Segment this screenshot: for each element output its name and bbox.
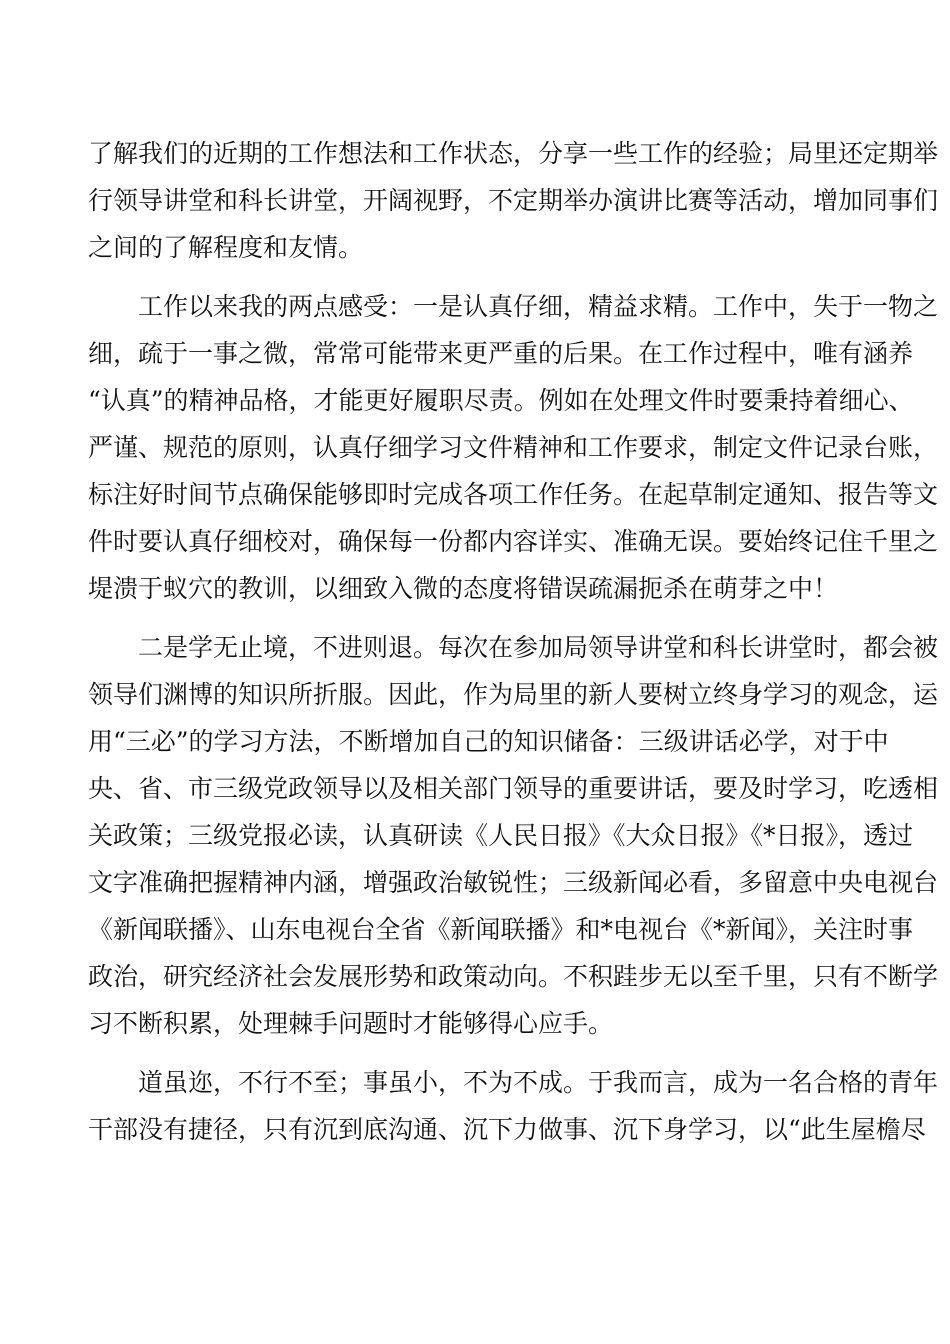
text-line: 二是学无止境，不进则退。每次在参加局领导讲堂和科长讲堂时，都会被 [88,633,939,662]
text-line: 工作以来我的两点感受：一是认真仔细，精益求精。工作中，失于一物之 [88,292,939,321]
text-line: 《新闻联播》、山东电视台全省《新闻联播》和*电视台《*新闻》，关注时事 [88,915,914,944]
text-line: 件时要认真仔细校对，确保每一份都内容详实、准确无误。要始终记住千里之 [88,527,939,556]
text-line: 文字准确把握精神内涵，增强政治敏锐性；三级新闻必看，多留意中央电视台 [88,868,939,897]
text-line: 严谨、规范的原则，认真仔细学习文件精神和工作要求，制定文件记录台账， [88,433,939,462]
text-line: 干部没有捷径，只有沉到底沟通、沉下力做事、沉下身学习，以“此生屋檐尽 [88,1115,926,1144]
text-line: “认真”的精神品格，才能更好履职尽责。例如在处理文件时要秉持着细心、 [88,386,914,415]
text-line: 行领导讲堂和科长讲堂，开阔视野，不定期举办演讲比赛等活动，增加同事们 [88,186,939,215]
text-line: 了解我们的近期的工作想法和工作状态，分享一些工作的经验；局里还定期举 [88,139,939,168]
text-line: 用“三必”的学习方法，不断增加自己的知识储备：三级讲话必学，对于中 [88,727,889,756]
text-line: 习不断积累，处理棘手问题时才能够得心应手。 [88,1009,614,1038]
text-line: 堤溃于蚁穴的教训，以细致入微的态度将错误疏漏扼杀在萌芽之中！ [88,574,839,603]
text-line: 道虽迩，不行不至；事虽小，不为不成。于我而言，成为一名合格的青年 [88,1068,939,1097]
text-line: 标注好时间节点确保能够即时完成各项工作任务。在起草制定通知、报告等文 [88,480,939,509]
text-line: 关政策；三级党报必读，认真研读《人民日报》《大众日报》《*日报》，透过 [88,821,914,850]
text-line: 领导们渊博的知识所折服。因此，作为局里的新人要树立终身学习的观念，运 [88,680,939,709]
text-line: 之间的了解程度和友情。 [88,233,364,262]
text-line: 央、省、市三级党政领导以及相关部门领导的重要讲话，要及时学习，吃透相 [88,774,939,803]
text-line: 细，疏于一事之微，常常可能带来更严重的后果。在工作过程中，唯有涵养 [88,339,914,368]
text-line: 政治，研究经济社会发展形势和政策动向。不积跬步无以至千里，只有不断学 [88,962,939,991]
